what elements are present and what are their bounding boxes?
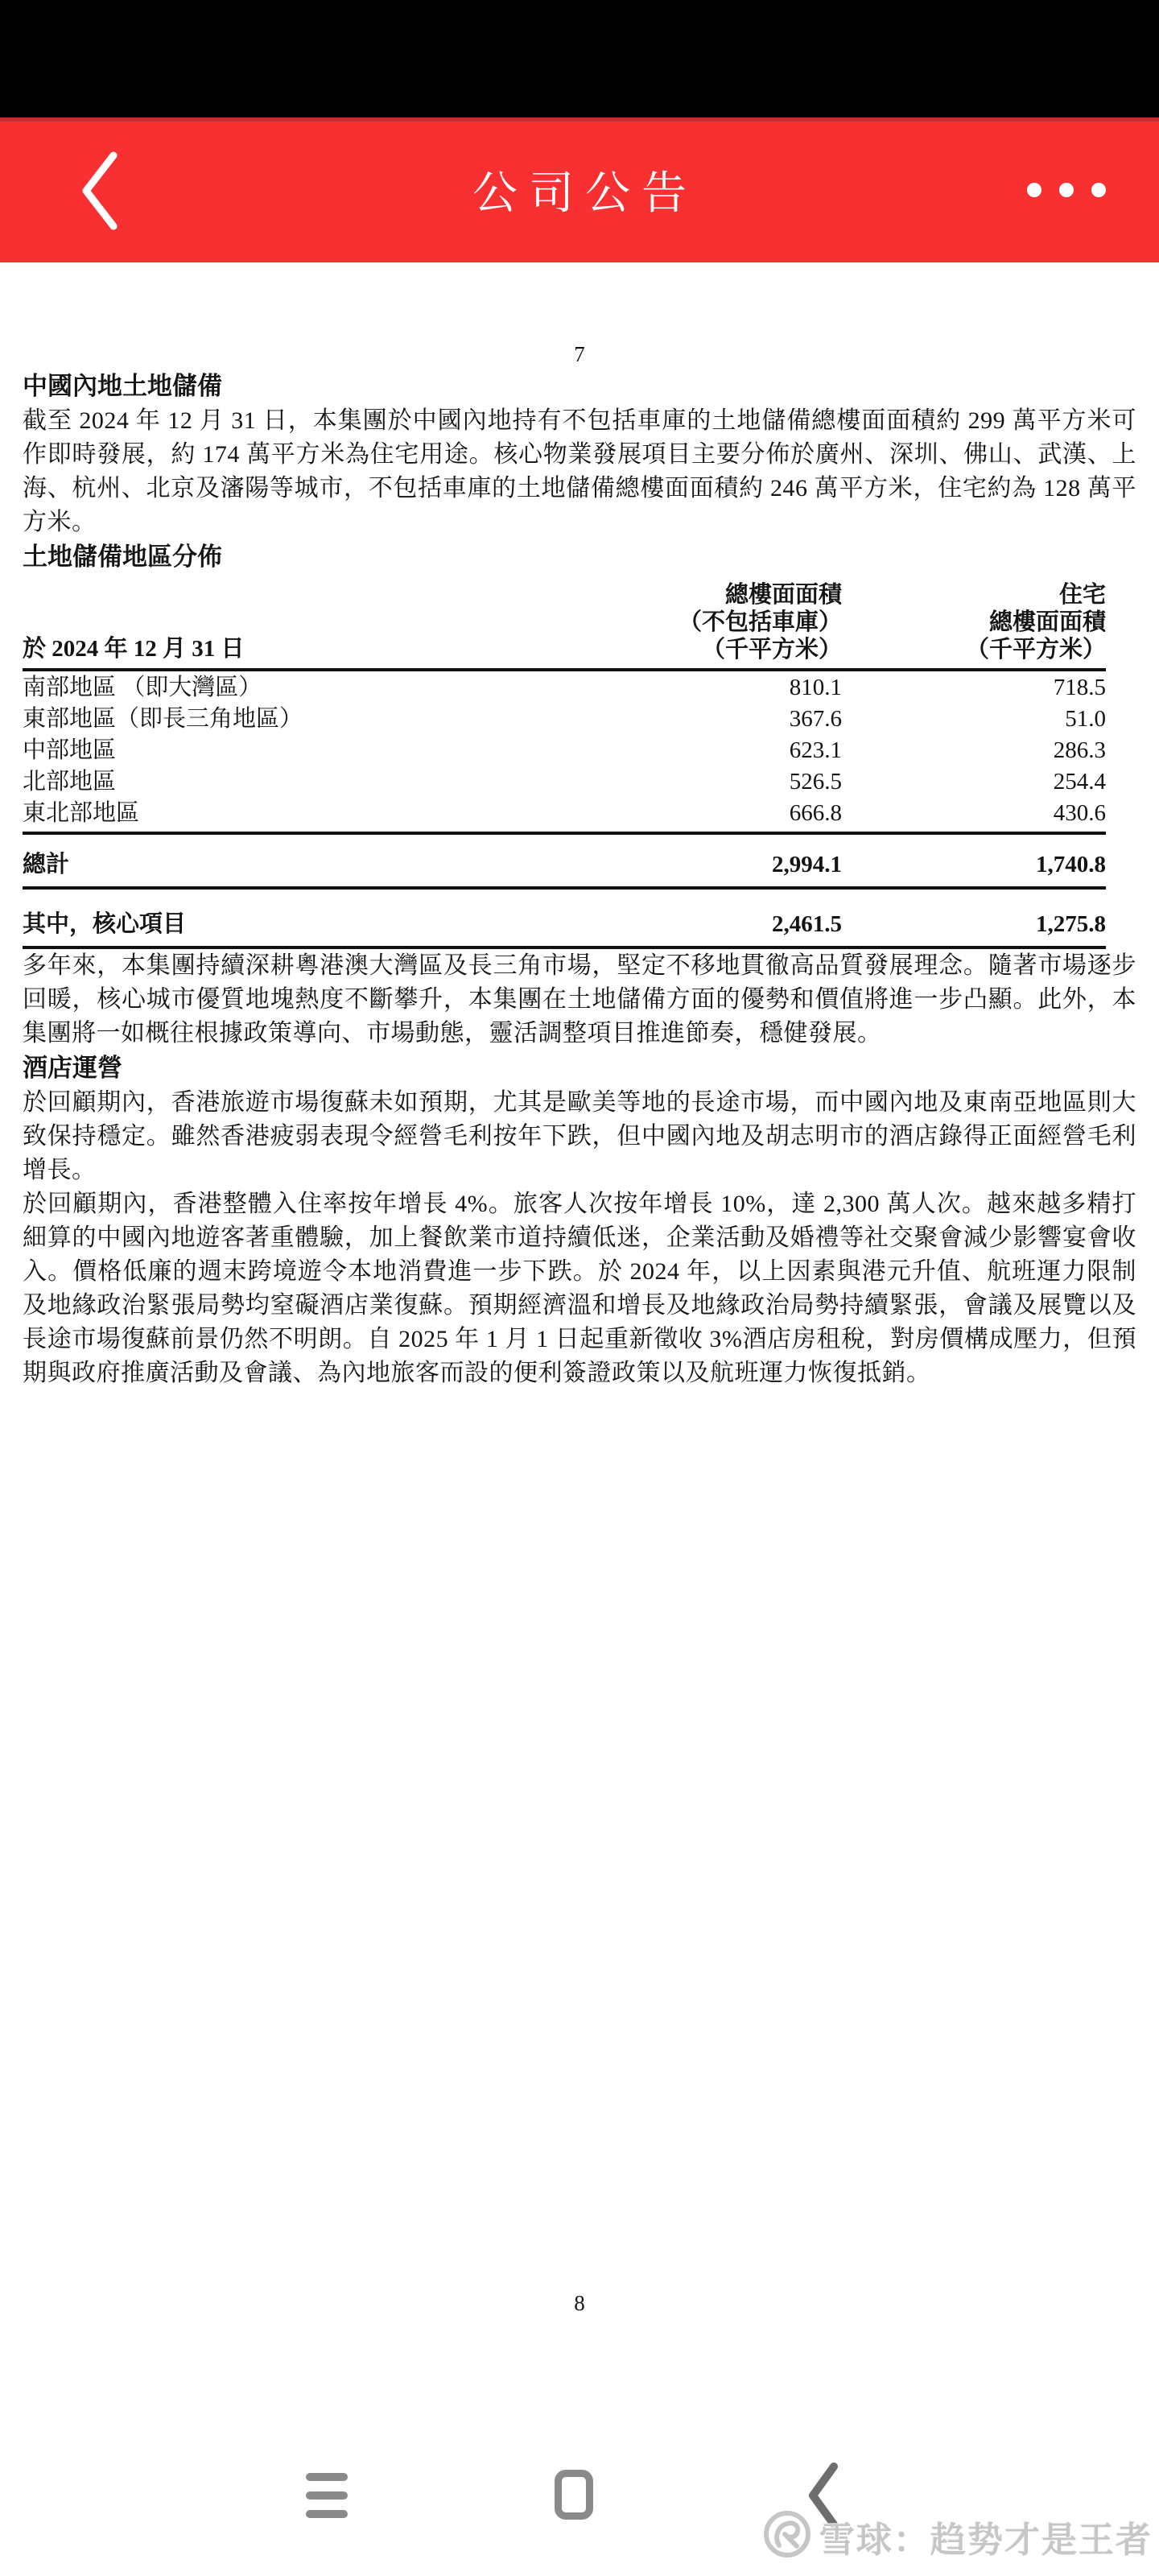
paragraph-hotel-2: 於回顧期內，香港整體入住率按年增長 4%。旅客人次按年增長 10%，達 2,300 萬人次。越來越多精打細算的中國內地遊客著重體驗，加上餐飲業市道持續低迷，企業活動及婚禮等社交聚會減少影響宴會收入。價格低廉的週末跨境遊令本地消費進一步下跌。於 2024 年，以上因素與港元升值、航班運力限制及地緣政治緊張局勢均窒礙酒店業復蘇。預期經濟溫和增長及地緣政治局勢持續緊張，會議及展覽以及長途市場復蘇前景仍然不明朗。自 2025 年 1 月 1 日起重新徵收 3%酒店房租稅，對房價構成壓力，但預期與政府推廣活動及會議、為內地旅客而設的便利簽證政策以及航班運力恢復抵銷。: [23, 1191, 1136, 1386]
paragraph-land-bank: 截至 2024 年 12 月 31 日，本集團於中國內地持有不包括車庫的土地儲備總樓面面積約 299 萬平方米可作即時發展，約 174 萬平方米為住宅用途。核心物業發展項目主要分佈於廣州、深圳、佛山、武漢、上海、杭州、北京及瀋陽等城市，不包括車庫的土地儲備總樓面面積約 246 萬平方米，住宅約為 128 萬平方米。: [23, 407, 1136, 535]
table-row: 南部地區 （即大灣區） 810.1 718.5: [23, 675, 1106, 700]
more-options-icon: [1027, 183, 1041, 197]
back-chevron-icon: [78, 151, 120, 233]
paragraph-strategy: 多年來，本集團持續深耕粵港澳大灣區及長三角市場，堅定不移地貫徹高品質發展理念。隨著市場逐步回暖，核心城市優質地塊熱度不斷攀升，本集團在土地儲備方面的優勢和價值將進一步凸顯。此外，本集團將一如概往根據政策導向、市場動態，靈活調整項目推進節奏，穩健發展。: [23, 952, 1136, 1046]
section-heading-land-bank: 中國內地土地儲備: [23, 372, 222, 400]
table-row: 東北部地區 666.8 430.6: [23, 797, 1106, 833]
section-heading-land-bank-distribution: 土地儲備地區分佈: [23, 543, 222, 571]
table-column-header-gfa: 總樓面面積 （不包括車庫） （千平方米）: [578, 581, 842, 670]
table-total-row: 總計 2,994.1 1,740.8: [23, 833, 1106, 888]
more-options-icon: [1059, 183, 1074, 197]
page-number-bottom: 8: [574, 2291, 585, 2315]
recent-apps-menu-icon[interactable]: [306, 2473, 348, 2518]
page-number-top: 7: [574, 342, 585, 366]
table-row: 中部地區 623.1 286.3: [23, 737, 1106, 763]
page-title: 公司公告: [472, 167, 698, 218]
app-header: [0, 118, 1159, 262]
table-row: 東部地區（即長三角地區） 367.6 51.0: [23, 706, 1106, 732]
table-core-projects-row: 其中，核心項目 2,461.5 1,275.8: [23, 888, 1106, 947]
back-button[interactable]: [71, 151, 127, 232]
watermark: [763, 2510, 1153, 2562]
more-options-icon: [1091, 183, 1106, 197]
table-row: 北部地區 526.5 254.4: [23, 769, 1106, 795]
pdf-document-view[interactable]: [0, 262, 1159, 1390]
table-date-label: 於 2024 年 12 月 31 日: [23, 581, 578, 670]
status-bar: [0, 0, 1159, 118]
watermark-text: 雪球：趋势才是王者: [819, 2520, 1153, 2560]
home-icon[interactable]: [555, 2470, 593, 2520]
more-options-button[interactable]: [1009, 166, 1106, 214]
paragraph-hotel-1: 於回顧期內，香港旅遊市場復蘇未如預期，尤其是歐美等地的長途市場，而中國內地及東南亞地區則大致保持穩定。雖然香港疲弱表現令經營毛利按年下跌，但中國內地及胡志明市的酒店錄得正面經營毛利增長。: [23, 1089, 1136, 1183]
land-bank-table: [23, 581, 1106, 949]
table-header-row: [23, 581, 1106, 670]
table-column-header-residential: 住宅 總樓面面積 （千平方米）: [842, 581, 1106, 670]
snowball-logo-icon: [763, 2510, 811, 2562]
section-heading-hotel: 酒店運營: [23, 1054, 122, 1082]
